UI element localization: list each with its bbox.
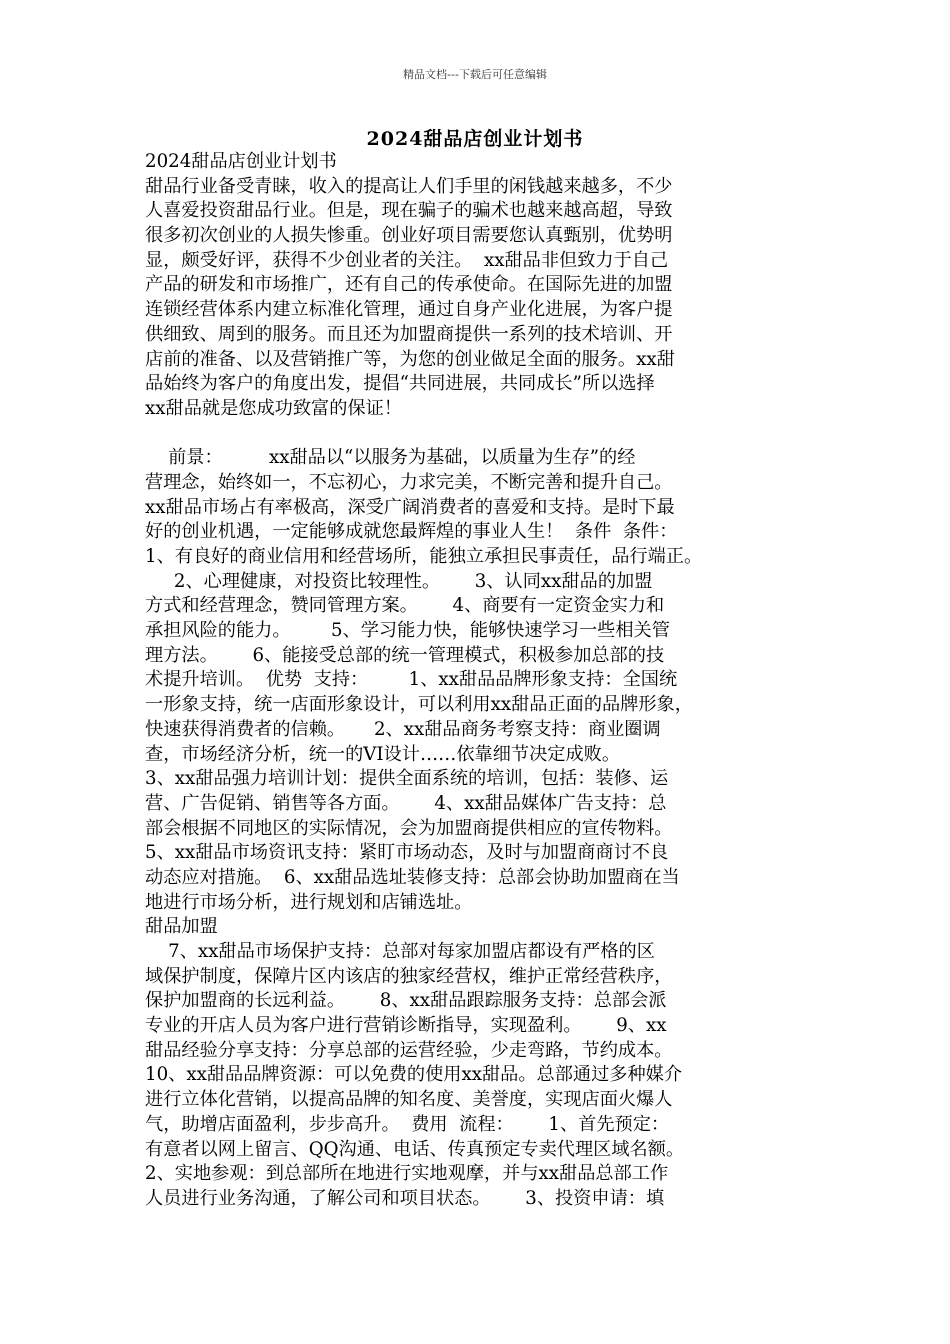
body-line: 10、xx甜品品牌资源：可以免费的使用xx甜品。总部通过多种媒介 [145, 1064, 683, 1086]
body-line: 甜品经验分享支持：分享总部的运营经验，少走弯路，节约成本。 [145, 1039, 673, 1061]
body-line: 显，颇受好评，获得不少创业者的关注。 xx甜品非但致力于自己 [145, 249, 669, 271]
body-line: 甜品行业备受青睐，收入的提高让人们手里的闲钱越来越多，不少 [145, 175, 673, 197]
body-line: 产品的研发和市场推广，还有自己的传承使命。在国际先进的加盟 [145, 274, 673, 296]
body-line: 很多初次创业的人损失惨重。创业好项目需要您认真甄别，优势明 [145, 225, 673, 247]
body-line: 域保护制度，保障片区内该店的独家经营权，维护正常经营秩序， [145, 965, 673, 987]
body-line: 连锁经营体系内建立标准化管理，通过自身产业化进展，为客户提 [145, 299, 673, 321]
body-line: 进行立体化营销，以提高品牌的知名度、美誉度，实现店面火爆人 [145, 1089, 673, 1111]
body-line [145, 422, 835, 447]
body-line: 5、xx甜品市场资讯支持：紧盯市场动态，及时与加盟商商讨不良 [145, 842, 669, 864]
body-line: 术提升培训。 优势 支持： 1、xx甜品品牌形象支持：全国统 [145, 669, 678, 691]
body-line: 人喜爱投资甜品行业。但是，现在骗子的骗术也越来越高超，导致 [145, 200, 673, 222]
body-line: 承担风险的能力。 5、学习能力快，能够快速学习一些相关管 [145, 620, 670, 642]
body-line: 2024甜品店创业计划书 [145, 151, 337, 172]
body-line: 店前的准备、以及营销推广等，为您的创业做足全面的服务。xx甜 [145, 348, 675, 370]
body-line: 好的创业机遇，一定能够成就您最辉煌的事业人生！ 条件 条件： [145, 521, 678, 543]
body-line: 营理念，始终如一，不忘初心，力求完美，不断完善和提升自己。 [145, 471, 673, 493]
body-line: 理方法。 6、能接受总部的统一管理模式，积极参加总部的技 [145, 644, 665, 666]
body-line: 2、心理健康，对投资比较理性。 3、认同xx甜品的加盟 [145, 570, 653, 592]
body-line: 专业的开店人员为客户进行营销诊断指导，实现盈利。 9、xx [145, 1015, 667, 1037]
body-line: 快速获得消费者的信赖。 2、xx甜品商务考察支持：商业圈调 [145, 718, 661, 740]
body-line: 2、实地参观：到总部所在地进行实地观摩，并与xx甜品总部工作 [145, 1163, 669, 1185]
body-line: 部会根据不同地区的实际情况，会为加盟商提供相应的宣传物料。 [145, 817, 673, 839]
body-line: 一形象支持，统一店面形象设计，可以利用xx甜品正面的品牌形象， [145, 694, 693, 716]
body-line: 3、xx甜品强力培训计划：提供全面系统的培训，包括：装修、运 [145, 768, 669, 790]
body-line: 查，市场经济分析，统一的VI设计……依靠细节决定成败。 [145, 743, 621, 765]
body-line: 甜品加盟 [145, 916, 218, 938]
body-line: 营、广告促销、销售等各方面。 4、xx甜品媒体广告支持：总 [145, 792, 667, 814]
body-line: 方式和经营理念，赞同管理方案。 4、商要有一定资金实力和 [145, 595, 665, 617]
body-line: 品始终为客户的角度出发，提倡“共同进展，共同成长”所以选择 [145, 373, 655, 395]
body-line: 7、xx甜品市场保护支持：总部对每家加盟店都设有严格的区 [145, 941, 655, 962]
document-title: 2024甜品店创业计划书 [366, 128, 584, 150]
body-line: xx甜品市场占有率极高，深受广阔消费者的喜爱和支持。是时下最 [145, 496, 675, 518]
header-note: 精品文档---下载后可任意编辑 [403, 68, 547, 81]
body-line: 前景： xx甜品以“以服务为基础，以质量为生存”的经 [145, 447, 636, 469]
body-line: 保护加盟商的长远利益。 8、xx甜品跟踪服务支持：总部会派 [145, 990, 667, 1012]
body-line: 气，助增店面盈利，步步高升。 费用 流程： 1、首先预定： [145, 1113, 670, 1135]
document-body [145, 150, 835, 1212]
body-line: xx甜品就是您成功致富的保证！ [145, 397, 402, 419]
body-line: 动态应对措施。 6、xx甜品选址装修支持：总部会协助加盟商在当 [145, 866, 680, 888]
body-line: 1、有良好的商业信用和经营场所，能独立承担民事责任，品行端正。 [145, 546, 703, 567]
body-line: 供细致、周到的服务。而且还为加盟商提供一系列的技术培训、开 [145, 323, 673, 345]
body-line: 人员进行业务沟通，了解公司和项目状态。 3、投资申请：填 [145, 1187, 665, 1209]
body-line: 有意者以网上留言、QQ沟通、电话、传真预定专卖代理区域名额。 [145, 1138, 685, 1160]
body-line: 地进行市场分析，进行规划和店铺选址。 [145, 891, 473, 913]
